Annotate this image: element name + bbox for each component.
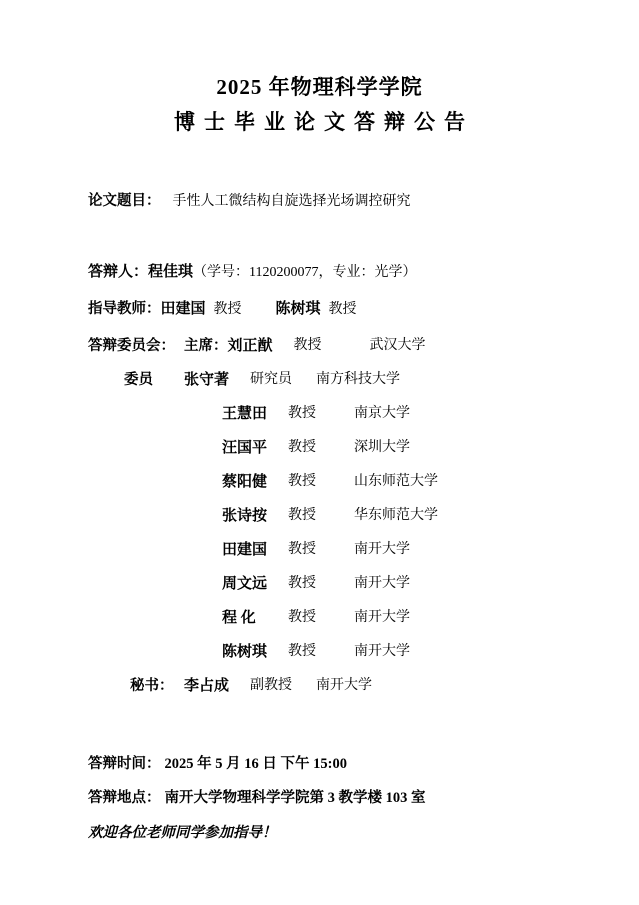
secretary-org: 南开大学 [316, 678, 372, 693]
advisor-1-name: 田建国 [160, 301, 206, 317]
member-lead-spacer [88, 567, 184, 601]
member-rank: 教授 [288, 610, 316, 625]
member-lead-spacer [88, 601, 184, 635]
candidate-row [88, 255, 551, 290]
candidate-details: （学号：1120200077，专业：光学） [193, 265, 417, 280]
advisor-label: 指导教师： [88, 301, 161, 317]
member-name: 张诗按 [222, 508, 268, 524]
member-name: 程 化 [222, 610, 256, 626]
title-line-1: 2025 年物理科学学院 [216, 75, 423, 99]
member-org: 华东师范大学 [354, 508, 438, 523]
thesis-label: 论文题目： [88, 193, 161, 209]
committee-secretary-row [88, 669, 551, 703]
member-lead-spacer [88, 431, 184, 465]
member-rank: 教授 [288, 644, 316, 659]
chair-role-label: 主席： [184, 338, 228, 354]
member-rank: 教授 [288, 508, 316, 523]
member-rank: 教授 [288, 542, 316, 557]
member-rank: 教授 [288, 576, 316, 591]
thesis-title: 手性人工微结构自旋选择光场调控研究 [172, 194, 411, 209]
member-name: 张守著 [184, 372, 230, 388]
member-lead-spacer [88, 397, 184, 431]
advisor-2-name: 陈树琪 [275, 301, 321, 317]
member-org: 南方科技大学 [316, 372, 400, 387]
committee-member-row [88, 499, 551, 533]
member-name: 周文远 [222, 576, 268, 592]
member-org: 山东师范大学 [354, 474, 438, 489]
candidate-name: 程佳琪 [148, 264, 194, 280]
committee-member-row [88, 533, 551, 567]
chair-name: 刘正猷 [227, 338, 273, 354]
member-name: 蔡阳健 [222, 474, 268, 490]
candidate-label: 答辩人： [88, 264, 149, 280]
defense-place-label: 答辩地点： [88, 790, 161, 806]
committee-label: 答辩委员会： [88, 338, 175, 354]
committee-member-row [88, 431, 551, 465]
member-rank: 研究员 [250, 372, 292, 387]
committee-member-row [88, 601, 551, 635]
advisor-1-rank: 教授 [213, 302, 242, 317]
member-org: 南开大学 [354, 542, 410, 557]
member-lead-spacer [88, 499, 184, 533]
member-org: 南京大学 [354, 406, 410, 421]
member-org: 南开大学 [354, 610, 410, 625]
member-lead-spacer [88, 635, 184, 669]
member-lead-spacer [88, 533, 184, 567]
committee-member-row [88, 635, 551, 669]
welcome-note: 欢迎各位老师同学参加指导！ [88, 825, 277, 841]
committee-chair-row [88, 329, 551, 363]
chair-org: 武汉大学 [369, 338, 426, 353]
member-name: 王慧田 [222, 406, 268, 422]
footer-block [88, 747, 551, 842]
member-name: 田建国 [222, 542, 268, 558]
chair-rank: 教授 [293, 338, 322, 353]
committee-member-row [88, 567, 551, 601]
member-rank: 教授 [288, 440, 316, 455]
secretary-name: 李占成 [184, 678, 230, 694]
member-lead-spacer [88, 465, 184, 499]
defense-time-label: 答辩时间： [88, 756, 161, 772]
defense-time-value: 2025 年 5 月 16 日 下午 15:00 [164, 756, 347, 772]
members-role-label: 委员 [124, 372, 153, 388]
member-rank: 教授 [288, 406, 316, 421]
defense-time-row [88, 747, 551, 781]
thesis-row [88, 184, 551, 219]
committee-member-row [88, 397, 551, 431]
committee-member-row [88, 465, 551, 499]
title-line-2: 博士毕业论文答辩公告 [174, 110, 474, 134]
page-title [88, 0, 551, 140]
defense-place-value: 南开大学物理科学学院第 3 教学楼 103 室 [164, 790, 426, 806]
defense-place-row [88, 781, 551, 815]
member-org: 深圳大学 [354, 440, 410, 455]
committee-member-row [88, 363, 551, 397]
secretary-rank: 副教授 [250, 678, 292, 693]
member-rank: 教授 [288, 474, 316, 489]
advisor-2-rank: 教授 [328, 302, 357, 317]
member-org: 南开大学 [354, 644, 410, 659]
advisor-row [88, 292, 551, 327]
secretary-role-label: 秘书： [130, 678, 174, 694]
member-org: 南开大学 [354, 576, 410, 591]
member-name: 汪国平 [222, 440, 268, 456]
member-name: 陈树琪 [222, 644, 268, 660]
committee-block [88, 329, 551, 703]
